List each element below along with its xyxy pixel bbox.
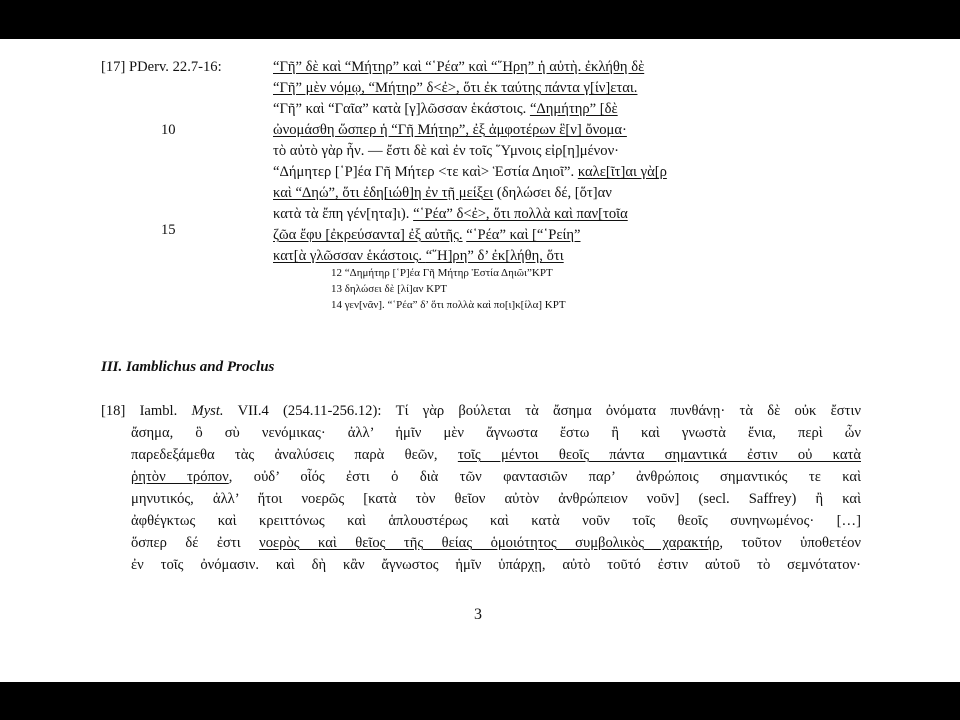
entry-17-reference: [17] PDerv. 22.7-16:: [101, 59, 222, 75]
greek-line-7: [273, 185, 612, 202]
greek-line-3-underlined: “Δημήτηρ” [δὲ: [529, 101, 618, 117]
greek-line-7-underlined-a: καὶ “Δηώ”: [273, 185, 336, 201]
greek-line-10-b: “῞Η]ρη” δ’ ἐκ[λήθη, ὅτι: [425, 248, 564, 264]
greek-line-7-underlined-b: , ὅτι ἐδη[ιώθ]η ἐν τῇ μείξει: [335, 185, 494, 201]
line-number-15: 15: [161, 222, 176, 238]
entry-18-line-4: [131, 469, 861, 486]
greek-line-6: [273, 164, 667, 181]
document-page: [0, 39, 960, 682]
entry-18-line-3: [131, 447, 861, 464]
entry-18-line-7-underlined: νοερὸς καὶ θεῖος τῆς θείας ὁμοιότητος συμβολικὸς χαρακτήρ: [259, 535, 720, 551]
entry-18-location: VII.4 (254.11-256.12):: [237, 403, 382, 419]
entry-18-line-3-underlined: τοῖς μέντοι θεοῖς πάντα σημαντικά ἐστιν οὐ κατὰ: [457, 447, 861, 463]
entry-18-text-1: Τί γὰρ βούλεται τὰ ἄσημα ὀνόματα πυνθάνῃ· τὰ δὲ οὐκ ἔστιν: [395, 403, 862, 419]
apparatus-note-1: 12 “Δημήτηρ [῾Ρ]έα Γῆ Μήτηρ Ἑστία Δηιῶι”KPT: [331, 267, 553, 279]
apparatus-note-2: 13 δηλώσει δὲ [λί]αν KPT: [331, 283, 447, 295]
entry-18-line-5: μηνυτικός, ἀλλ’ ἤτοι νοερῶς [κατὰ τὸν θεῖον αὐτὸν ἀνθρώπειον νοῦν] (secl. Saffrey) ἢ καὶ: [131, 491, 861, 507]
greek-line-6-underlined: καλε[ῖτ]αι γὰ[ρ: [577, 164, 667, 180]
entry-18-line-7: [131, 535, 861, 552]
greek-line-9: [273, 227, 581, 244]
entry-18-line-4-plain: , οὐδ’ οἷός ἐστι ὁ διὰ τῶν φαντασιῶν παρ’ ἀνθρώποις σημαντικός τε καὶ: [228, 469, 861, 485]
greek-line-10: [273, 248, 564, 265]
greek-line-3: [273, 101, 618, 118]
greek-line-8: [273, 206, 628, 223]
greek-line-2: “Γῆ” μὲν νόμῳ, “Μήτηρ” δ<ἐ>, ὅτι ἐκ ταύτης πάντα γ[ίν]εται.: [273, 80, 638, 96]
line-number-10: 10: [161, 122, 176, 138]
greek-line-5: τὸ αὐτὸ γὰρ ἦν. — ἔστι δὲ καὶ ἐν τοῖς ῞Υμνοις εἰρ[η]μένον·: [273, 143, 620, 159]
entry-18-line-7-plain-b: , τοῦτον ὑποθετέον: [719, 535, 861, 551]
entry-18-line-6: ἀφθέγκτως καὶ κρειττόνως καὶ ἁπλουστέρως καὶ κατὰ νοῦν τοῖς θεοῖς συνηνωμένος· […]: [131, 513, 861, 529]
entry-18-line-4-underlined: ῥητὸν τρόπον: [131, 469, 229, 485]
entry-18-line-1: [101, 403, 861, 420]
greek-line-3-plain: “Γῆ” καὶ “Γαῖα” κατὰ [γ]λῶσσαν ἑκάστοις.: [273, 101, 527, 117]
entry-18-reference: [18] Iambl.: [101, 403, 178, 419]
apparatus-note-3: 14 γεν[νᾶν]. “῾Ρέα” δ’ ὅτι πολλὰ καὶ πο[ι]κ[ίλα] KPT: [331, 299, 566, 311]
entry-18-line-8: ἐν τοῖς ὀνόμασιν. καὶ δὴ κἂν ἄγνωστος ἡμῖν ὑπάρχῃ, αὐτὸ τοῦτό ἐστιν αὐτοῦ τὸ σεμνότατον·: [131, 557, 861, 573]
greek-line-6-plain: “Δήμητερ [῾Ρ]έα Γῆ Μήτερ <τε καὶ> Ἑστία Δηιοῖ”.: [273, 164, 575, 180]
entry-18-line-2: ἄσημα, ὃ σὺ νενόμικας· ἀλλ’ ἡμῖν μὲν ἄγνωστα ἔστω ἢ καὶ γνωστὰ ἔνια, περὶ ὧν: [131, 425, 861, 441]
greek-line-10-a: κατ[ὰ γλῶσσαν ἑκάστοις.: [273, 248, 423, 264]
entry-18-work-title: Myst.: [191, 403, 224, 419]
greek-line-8-underlined: “῾Ρέα” δ<ἐ>, ὅτι πολλὰ καὶ παν[τοῖα: [413, 206, 628, 222]
greek-line-9-underlined-a: ζῶα ἔφυ [ἐκρεύσαντα] ἐξ αὐτῆς.: [273, 227, 463, 243]
greek-line-7-plain: (δηλώσει δέ, [ὅτ]αν: [493, 185, 612, 201]
section-heading: III. Iamblichus and Proclus: [101, 359, 275, 375]
greek-line-4: ὠνομάσθη ὥσπερ ἡ “Γῆ Μήτηρ”, ἐξ ἀμφοτέρων ἓ[ν] ὄνομα·: [273, 122, 627, 138]
entry-18-line-3-plain: παρεδεξάμεθα τὰς ἀναλύσεις παρὰ θεῶν,: [131, 447, 438, 463]
greek-line-1: “Γῆ” δὲ καὶ “Μήτηρ” καὶ “῾Ρέα” καὶ “῞Ηρη” ἡ αὐτὴ. ἐκλήθη δὲ: [273, 59, 645, 75]
greek-line-9-underlined-b: “῾Ρέα” καὶ [“῾Ρείη”: [466, 227, 581, 243]
page-number: 3: [474, 606, 482, 623]
entry-18-line-7-plain-a: ὅσπερ δέ ἐστι: [131, 535, 260, 551]
greek-line-8-plain: κατὰ τὰ ἔπη γέν[ητα]ι).: [273, 206, 410, 222]
